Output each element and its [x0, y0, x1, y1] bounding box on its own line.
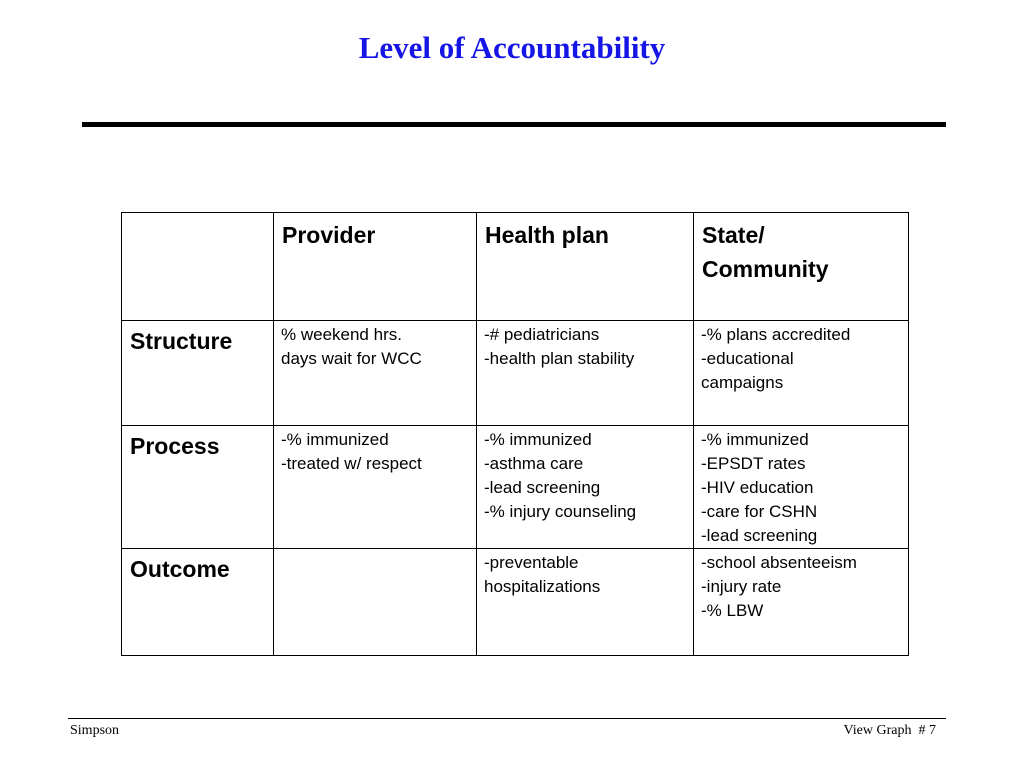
cell-line: % weekend hrs. — [281, 325, 402, 344]
cell-line: days wait for WCC — [281, 349, 422, 368]
cell-line: -treated w/ respect — [281, 454, 422, 473]
cell-line: -HIV education — [701, 478, 814, 497]
cell-line: -% LBW — [701, 601, 764, 620]
table-cell-empty — [274, 549, 477, 656]
slide-title: Level of Accountability — [358, 30, 666, 65]
table-cell — [274, 426, 477, 549]
cell-line: -lead screening — [701, 526, 818, 545]
row-header-structure: Structure — [122, 321, 274, 426]
cell-line: -asthma care — [484, 454, 584, 473]
cell-line: -school absenteeism — [701, 553, 857, 572]
cell-line: -educational campaigns — [701, 349, 794, 392]
cell-line: -EPSDT rates — [701, 454, 806, 473]
cell-line: -% plans accredited — [701, 325, 851, 344]
table-cell — [694, 549, 909, 656]
column-header-line: State/ Community — [702, 222, 829, 282]
cell-line: -lead screening — [484, 478, 601, 497]
table-cell — [694, 321, 909, 426]
table-cell — [477, 426, 694, 549]
cell-line: -injury rate — [701, 577, 782, 596]
cell-line: -# pediatricians — [484, 325, 600, 344]
table-cell — [274, 321, 477, 426]
title-divider — [82, 122, 946, 127]
cell-line: -% immunized — [281, 430, 389, 449]
column-header-provider: Provider — [274, 213, 477, 321]
row-header-outcome: Outcome — [122, 549, 274, 656]
footer-page-number: View Graph # 7 — [843, 723, 936, 738]
table-header-row — [122, 213, 909, 321]
accountability-table — [121, 212, 909, 656]
cell-line: -health plan stability — [484, 349, 635, 368]
table-row — [122, 549, 909, 656]
table-row — [122, 426, 909, 549]
table-row — [122, 321, 909, 426]
cell-line: -% immunized — [701, 430, 809, 449]
footer-divider — [68, 718, 946, 719]
table-cell — [477, 549, 694, 656]
cell-line: -% injury counseling — [484, 502, 637, 521]
footer-author: Simpson — [70, 723, 120, 738]
table-cell — [477, 321, 694, 426]
table-cell — [694, 426, 909, 549]
cell-line: -care for CSHN — [701, 502, 818, 521]
row-header-process: Process — [122, 426, 274, 549]
corner-cell — [122, 213, 274, 321]
cell-line: -preventable hospitalizations — [484, 553, 601, 596]
cell-line: -% immunized — [484, 430, 592, 449]
column-header-state-community — [694, 213, 909, 321]
column-header-health-plan: Health plan — [477, 213, 694, 321]
